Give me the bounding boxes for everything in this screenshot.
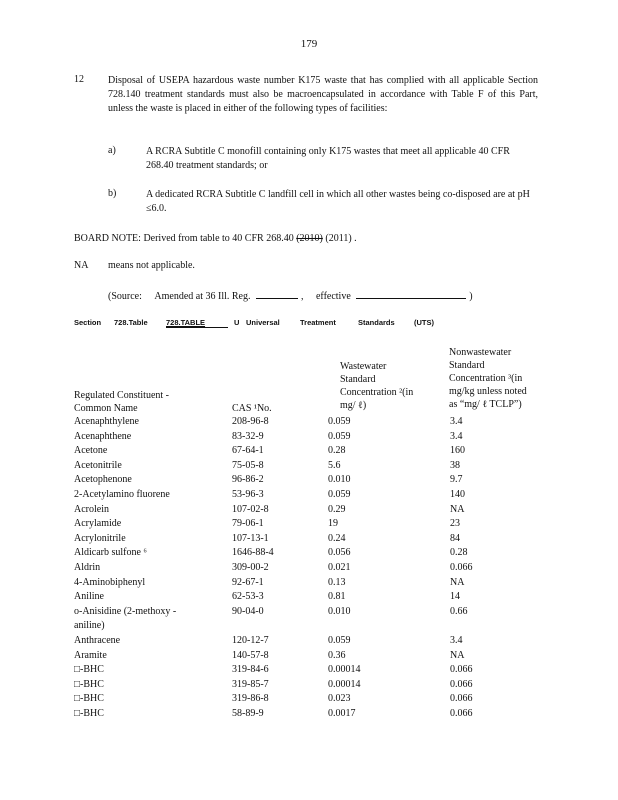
wastewater-standard: 0.36 [328, 649, 346, 661]
table-row [74, 692, 550, 707]
cas-number [232, 619, 328, 634]
nonwastewater-standard: 23 [450, 518, 460, 530]
wastewater-standard: 0.056 [328, 547, 351, 559]
col-header-constituent [74, 389, 169, 415]
cas-number: 1646-88-4 [232, 547, 274, 559]
nonwastewater-standard [450, 619, 550, 634]
constituent-name: aniline) [74, 620, 105, 632]
source-close: ) [469, 291, 473, 302]
constituent-name: Acrylonitrile [74, 532, 126, 544]
nonwastewater-standard: 38 [450, 459, 460, 471]
item-a-label: a) [108, 145, 116, 156]
constituent-name: Aramite [74, 649, 107, 661]
nonwastewater-standard: 9.7 [450, 474, 463, 486]
nonwastewater-standard: 3.4 [450, 634, 463, 646]
title-standards: Standards [358, 318, 395, 327]
cas-number: 62-53-3 [232, 591, 264, 603]
nonwastewater-standard: 0.066 [450, 664, 473, 676]
col3-line1: Wastewater [340, 361, 387, 372]
table-row [74, 415, 550, 430]
cas-number: 208-96-8 [232, 416, 269, 427]
col3-line2: Standard [340, 374, 376, 385]
board-note [74, 233, 357, 244]
table-row [74, 430, 550, 445]
table-row [74, 605, 550, 620]
table-row [74, 678, 550, 693]
wastewater-standard: 0.13 [328, 576, 346, 588]
source-open: (Source: [108, 291, 142, 302]
wastewater-standard: 0.28 [328, 445, 346, 457]
note-number: 12 [74, 74, 84, 85]
note-12-text: Disposal of USEPA hazardous waste number K175 waste that has complied with all applicable Section 728.140 treatment standards must also be macroencapsulated in accordance with Table F of this Part, unless the waste is placed in either of the following types of facilities: [108, 75, 538, 114]
table-row [74, 649, 550, 664]
title-uts: (UTS) [414, 318, 434, 327]
constituent-name: □-BHC [74, 664, 104, 676]
wastewater-standard: 0.00014 [328, 678, 361, 690]
col2-line1: CAS ¹No. [232, 403, 272, 414]
cas-number: 107-13-1 [232, 532, 269, 544]
wastewater-standard: 0.059 [328, 488, 351, 500]
constituent-name: □-BHC [74, 693, 104, 705]
wastewater-standard: 19 [328, 518, 338, 530]
cas-number: 53-96-3 [232, 488, 264, 500]
constituent-name: Aldrin [74, 561, 101, 573]
table-row [74, 561, 550, 576]
cas-number: 120-12-7 [232, 634, 269, 646]
constituent-name: Acetophenone [74, 474, 132, 486]
table-ref-old: 728.Table [114, 318, 148, 327]
constituent-name: Anthracene [74, 634, 121, 646]
table-row [74, 532, 550, 547]
na-definition: means not applicable. [108, 260, 195, 271]
nonwastewater-standard: 0.066 [450, 561, 473, 573]
cas-number: 140-57-8 [232, 649, 269, 661]
table-letter: U [234, 318, 240, 327]
effective-blank [356, 288, 466, 299]
col4-line5: as “mg/ ℓ TCLP”) [449, 399, 522, 410]
wastewater-standard: 0.81 [328, 591, 346, 603]
constituent-name: Acenaphthylene [74, 416, 139, 427]
cas-number: 319-86-8 [232, 693, 269, 705]
col4-line1: Nonwastewater [449, 347, 512, 358]
wastewater-standard: 0.010 [328, 474, 351, 486]
source-comma: , [300, 291, 304, 302]
nonwastewater-standard: NA [450, 649, 465, 661]
source-amended: Amended at 36 Ill. Reg. [154, 291, 251, 302]
cas-number: 90-04-0 [232, 605, 264, 617]
item-b-label: b) [108, 188, 117, 199]
wastewater-standard: 0.059 [328, 416, 351, 427]
wastewater-standard: 0.24 [328, 532, 346, 544]
nonwastewater-standard: 0.066 [450, 678, 473, 690]
nonwastewater-standard: 0.066 [450, 693, 473, 705]
constituent-name: 2-Acetylamino fluorene [74, 488, 170, 500]
nonwastewater-standard: NA [450, 503, 465, 515]
cas-number: 58-89-9 [232, 707, 264, 719]
table-row [74, 503, 550, 518]
table-row [74, 459, 550, 474]
table-row [74, 590, 550, 605]
constituent-name: Aldicarb sulfone ⁶ [74, 547, 147, 559]
item-b-text: A dedicated RCRA Subtitle C landfill cell in which all other wastes being co-disposed are at pH ≤6.0. [146, 189, 530, 214]
na-abbr: NA [74, 260, 89, 271]
table-ref-new: 728.TABLE [166, 318, 228, 328]
constituent-name: □-BHC [74, 707, 104, 719]
wastewater-standard [328, 619, 450, 634]
wastewater-standard: 5.6 [328, 459, 341, 471]
board-note-suffix: (2011) . [325, 233, 357, 244]
nonwastewater-standard: 160 [450, 445, 465, 457]
nonwastewater-standard: 0.66 [450, 605, 468, 617]
cas-number: 83-32-9 [232, 430, 264, 442]
table-row [74, 576, 550, 591]
col-header-cas [232, 402, 272, 415]
uts-table-body [74, 415, 550, 721]
wastewater-standard: 0.021 [328, 561, 351, 573]
constituent-name: □-BHC [74, 678, 104, 690]
table-row [74, 619, 550, 634]
board-note-prefix: BOARD NOTE: Derived from table to 40 CFR 268.40 [74, 233, 294, 244]
wastewater-standard: 0.059 [328, 430, 351, 442]
constituent-name: Acrolein [74, 503, 109, 515]
source-effective: effective [315, 291, 351, 302]
col1-line1: Regulated Constituent - [74, 390, 169, 401]
constituent-name: Acenaphthene [74, 430, 132, 442]
source-line [108, 288, 473, 302]
cas-number: 319-85-7 [232, 678, 269, 690]
nonwastewater-standard: 14 [450, 591, 460, 603]
constituent-name: Acetone [74, 445, 108, 457]
col4-line2: Standard [449, 360, 485, 371]
table-row [74, 546, 550, 561]
wastewater-standard: 0.00014 [328, 664, 361, 676]
item-a-text: A RCRA Subtitle C monofill containing only K175 wastes that meet all applicable 40 CFR 268.40 treatment standards; or [146, 146, 510, 171]
nonwastewater-standard: 84 [450, 532, 460, 544]
nonwastewater-standard: 3.4 [450, 430, 463, 442]
page-number: 179 [300, 38, 318, 50]
col1-line2: Common Name [74, 403, 138, 414]
table-row [74, 707, 550, 722]
table-row [74, 444, 550, 459]
col4-line3: Concentration ³(in [449, 373, 523, 384]
table-row [74, 663, 550, 678]
nonwastewater-standard: 3.4 [450, 416, 463, 427]
constituent-name: 4-Aminobiphenyl [74, 576, 146, 588]
title-treatment: Treatment [300, 318, 336, 327]
table-row [74, 634, 550, 649]
wastewater-standard: 0.0017 [328, 707, 356, 719]
constituent-name: Acrylamide [74, 518, 122, 530]
wastewater-standard: 0.023 [328, 693, 351, 705]
wastewater-standard: 0.010 [328, 605, 351, 617]
cas-number: 79-06-1 [232, 518, 264, 530]
reg-blank [256, 288, 298, 299]
constituent-name: Acetonitrile [74, 459, 122, 471]
table-row [74, 517, 550, 532]
col-header-nonwastewater [449, 346, 527, 411]
col-header-wastewater [340, 360, 413, 412]
col4-line4: mg/kg unless noted [449, 386, 527, 397]
title-universal: Universal [246, 318, 280, 327]
cas-number: 67-64-1 [232, 445, 264, 457]
wastewater-standard: 0.29 [328, 503, 346, 515]
cas-number: 319-84-6 [232, 664, 269, 676]
nonwastewater-standard: 0.28 [450, 547, 468, 559]
nonwastewater-standard: 0.066 [450, 707, 473, 719]
uts-table [74, 415, 550, 721]
cas-number: 92-67-1 [232, 576, 264, 588]
cas-number: 309-00-2 [232, 561, 269, 573]
constituent-name: Aniline [74, 591, 104, 603]
board-note-struck-year: (2010) [296, 233, 323, 244]
cas-number: 96-86-2 [232, 474, 264, 486]
cas-number: 75-05-8 [232, 459, 264, 471]
wastewater-standard: 0.059 [328, 634, 351, 646]
table-row [74, 473, 550, 488]
constituent-name: o-Anisidine (2-methoxy - [74, 605, 177, 617]
cas-number: 107-02-8 [232, 503, 269, 515]
nonwastewater-standard: NA [450, 576, 465, 588]
section-label: Section [74, 318, 102, 327]
nonwastewater-standard: 140 [450, 488, 465, 500]
col3-line3: Concentration ²(in [340, 387, 414, 398]
table-row [74, 488, 550, 503]
col3-line4: mg/ ℓ) [340, 400, 367, 411]
